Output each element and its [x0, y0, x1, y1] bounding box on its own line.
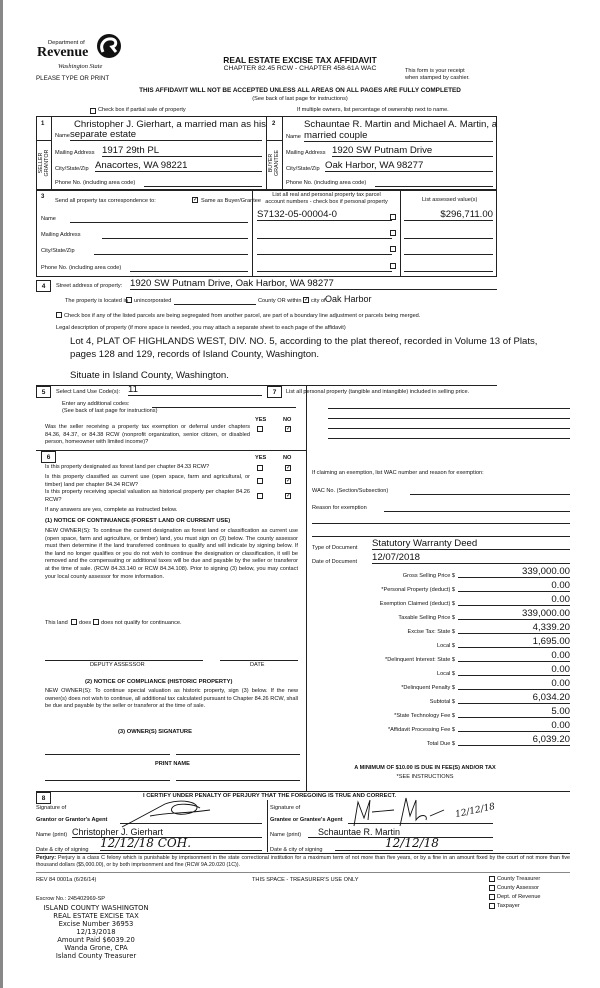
logo-dept: Department of: [48, 40, 85, 46]
amount-value-excise-local[interactable]: 1,695.00: [458, 636, 570, 648]
grantee-name-field[interactable]: Schauntae R. Martin: [308, 827, 493, 838]
deputy-assessor-signature-line[interactable]: [45, 660, 203, 661]
amount-value-interest-state[interactable]: 0.00: [458, 650, 570, 662]
owner-print-name-1[interactable]: [45, 780, 170, 781]
grantor-signature: [120, 798, 215, 828]
assessed-value-3[interactable]: [404, 254, 493, 255]
reason-field-2[interactable]: [312, 523, 570, 524]
see-back-codes: (See back of last page for instructions): [62, 408, 158, 414]
land-use-label: Select Land Use Code(s):: [56, 389, 121, 395]
exemption-note: If claiming an exemption, list WAC number and reason for exemption:: [312, 470, 484, 476]
city-field[interactable]: Oak Harbor: [325, 294, 372, 304]
amount-value-interest-local[interactable]: 0.00: [458, 664, 570, 676]
amount-value-subtotal[interactable]: 6,034.20: [458, 692, 570, 704]
additional-codes-field[interactable]: [152, 407, 296, 408]
doc-type-label: Type of Document: [312, 545, 358, 551]
grantee-signature: [350, 796, 445, 830]
sec3-city-label: City/State/Zip: [41, 248, 75, 254]
seller-city-label: City/State/Zip: [55, 166, 89, 172]
sec6-yes-header: YES: [255, 455, 267, 461]
owner-signature-line-2[interactable]: [176, 754, 300, 755]
reason-label: Reason for exemption: [312, 505, 367, 511]
receipt-note-1: This form is your receipt: [405, 68, 465, 74]
amount-value-excise-state[interactable]: 4,339.20: [458, 622, 570, 634]
perjury-bold: Perjury:: [36, 855, 57, 861]
notice-2-text: NEW OWNER(S): To continue special valuation as historic property, sign (3) below. If the new owner(s) does not wish to continue, all additional tax calculated pursuant to Chapter 84.26 RCW, shall be due and payable by the seller or transferor at the time of sale.: [45, 688, 298, 710]
scan-edge: [0, 0, 3, 988]
this-land-label: This land: [45, 620, 68, 626]
sec3-name-label: Name: [41, 216, 56, 222]
buyer-phone-field[interactable]: [375, 186, 493, 187]
amount-label-excise-state: Excise Tax: State $: [407, 629, 455, 635]
form-chapter: CHAPTER 82.45 RCW - CHAPTER 458-61A WAC: [223, 65, 377, 72]
sec6-question-2: Is this property classified as current use (open space, farm and agricultural, or timber) land per chapter 84.34 RCW?: [45, 474, 250, 488]
additional-codes-label: Enter any additional codes:: [62, 401, 130, 407]
owner-print-name-2[interactable]: [176, 780, 300, 781]
sec6-no-header: NO: [283, 455, 292, 461]
copy-taxpayer-checkbox[interactable]: [489, 903, 495, 909]
buyer-name-label: Name: [286, 134, 301, 140]
amount-label-penalty: *Delinquent Penalty $: [401, 685, 455, 691]
assessed-value-1[interactable]: $296,711.00: [404, 209, 493, 221]
grantee-name-label: Name (print): [270, 832, 302, 838]
sec3-mail-field[interactable]: [102, 238, 248, 239]
personal-property-line-1[interactable]: [328, 408, 570, 409]
section-5-number: 5: [36, 386, 51, 398]
city-checkbox[interactable]: ✓: [304, 297, 310, 303]
perjury-text: Perjury is a class C felony which is punishable by imprisonment in the state correctional institution for a maximum term of not more than five years, or by a fine in an amount fixed by the court of not more than five thousand dollars ($5,000.00), or by both imprisonment and fine (RCW 9A.20.020 (1C)).: [36, 855, 570, 868]
buyer-phone-label: Phone No. (including area code): [286, 180, 367, 186]
section-2-number: 2: [272, 121, 276, 127]
sec5-yes-header: YES: [255, 417, 267, 423]
amount-value-gross[interactable]: 339,000.00: [458, 566, 570, 578]
send-correspondence-label: Send all property tax correspondence to:: [55, 198, 156, 204]
if-yes-note: If any answers are yes, complete as instructed below.: [45, 507, 178, 513]
does-label: does: [79, 620, 92, 626]
grantee-signature-date: 12/12/18: [454, 801, 497, 821]
sec3-name-field[interactable]: [70, 222, 248, 223]
amount-value-total[interactable]: 6,039.20: [458, 734, 570, 746]
wac-field[interactable]: [410, 494, 570, 495]
amount-label-tech-fee: *State Technology Fee $: [394, 713, 455, 719]
grantor-name-label: Name (print): [36, 832, 68, 838]
seller-mail-field[interactable]: 1917 29th PL: [102, 145, 262, 157]
assessed-value-4[interactable]: [404, 271, 493, 272]
grantor-date-label: Date & city of signing: [36, 847, 89, 853]
sec6-q3-no-checkbox[interactable]: ✓: [286, 493, 292, 499]
buyer-city-label: City/State/Zip: [286, 166, 320, 172]
personal-property-checkbox-4[interactable]: [390, 263, 396, 269]
buyer-city-field[interactable]: Oak Harbor, WA 98277: [325, 160, 493, 172]
amount-value-taxable[interactable]: 339,000.00: [458, 608, 570, 620]
buyer-grantee-label: BUYER GRANTEE: [268, 149, 280, 177]
personal-property-line-3[interactable]: [328, 428, 570, 429]
sec6-q1-yes-checkbox[interactable]: [257, 465, 263, 471]
logo-state: Washington State: [58, 63, 103, 70]
parcel-header-2-text: account numbers - check box if personal property: [265, 199, 388, 205]
grantor-agent-label: Grantor or Grantor's Agent: [36, 817, 108, 823]
notice-2-heading: (2) NOTICE OF COMPLIANCE (HISTORIC PROPERTY): [85, 679, 233, 685]
parcel-header-2: [265, 199, 388, 205]
does-not-label: does not qualify for continuance.: [101, 620, 182, 626]
perjury-notice: [36, 855, 570, 869]
receipt-note-2: when stamped by cashier.: [405, 75, 470, 81]
copy-county-treasurer-checkbox[interactable]: [489, 876, 495, 882]
sec6-q1-no-checkbox[interactable]: ✓: [286, 465, 292, 471]
dor-swirl-icon: [95, 32, 123, 60]
owner-signature-line-1[interactable]: [45, 754, 170, 755]
sec3-mail-label: Mailing Address: [41, 232, 81, 238]
notice-1-text: NEW OWNER(S): To continue the current designation as forest land or classification as current use (open space, farm and agriculture, or timber) land, you must sign on (3) below. The county assessor must then determine if the land transferred continues to qualify and will indicate by signing below. If the land no longer qualifies or you do not wish to continue the designation or classification, it will be removed and the compensating or additional taxes will be due and payable by the seller or transferor at the time of sale. (RCW 84.33.140 or RCW 84.34.108). Prior to signing (3) below, you may contact your local county assessor for more information.: [45, 528, 298, 580]
warning: THIS AFFIDAVIT WILL NOT BE ACCEPTED UNLESS ALL AREAS ON ALL PAGES ARE FULLY COMPLETED: [139, 87, 461, 94]
personal-property-line-4[interactable]: [328, 438, 570, 439]
city-of-label: city of: [311, 298, 326, 304]
reason-field-3[interactable]: [312, 536, 570, 537]
legal-description-line3: Situate in Island County, Washington.: [70, 370, 229, 381]
copy-county-treasurer: County Treasurer: [497, 876, 541, 882]
parcel-header-1: [272, 192, 381, 198]
escrow-number: Escrow No.: 245402969-SP: [36, 896, 106, 902]
see-instructions: *SEE INSTRUCTIONS: [396, 774, 454, 780]
notice-1-heading: (1) NOTICE OF CONTINUANCE (FOREST LAND OR CURRENT USE): [45, 518, 231, 524]
land-use-code-field[interactable]: 11: [128, 384, 262, 396]
stamp-line-6: Wanda Grone, CPA: [64, 944, 128, 952]
seller-name-line2[interactable]: separate estate: [70, 129, 262, 141]
street-address-field[interactable]: 1920 SW Putnam Drive, Oak Harbor, WA 98277: [130, 278, 497, 290]
parcel-number-4[interactable]: [257, 271, 392, 272]
amount-label-excise-local: Local $: [436, 643, 455, 649]
buyer-mail-label: Mailing Address: [286, 150, 326, 156]
stamp-line-4: 12/13/2018: [76, 928, 116, 936]
buyer-mail-field[interactable]: 1920 SW Putnam Drive: [332, 145, 493, 157]
treasurer-stamp: [38, 904, 154, 960]
buyer-name-line1: Schauntae R. Martin and Michael A. Martin, a: [304, 119, 498, 130]
county-field[interactable]: [174, 304, 256, 305]
amount-label-personal: *Personal Property (deduct) $: [381, 587, 455, 593]
copy-county-assessor: County Assessor: [497, 885, 539, 891]
treasurer-use-only: THIS SPACE - TREASURER'S USE ONLY: [252, 877, 359, 883]
amount-label-exemption: Exemption Claimed (deduct) $: [379, 601, 455, 607]
doc-date-label: Date of Document: [312, 559, 358, 565]
parcel-number-2[interactable]: [257, 238, 392, 239]
does-qualify-checkbox[interactable]: [71, 619, 77, 625]
multiple-owners-note: If multiple owners, list percentage of ownership next to name.: [297, 107, 449, 113]
seller-grantor-label: SELLER GRANTOR: [38, 149, 50, 177]
section-1-number: 1: [41, 121, 45, 127]
amount-value-tech-fee[interactable]: 5.00: [458, 706, 570, 718]
legal-description-label: Legal description of property (if more space is needed, you may attach a separate sheet to each page of the affidavit): [56, 325, 346, 331]
section-8-number: 8: [36, 792, 51, 804]
located-label: The property is located in: [65, 298, 128, 304]
seller-phone-label: Phone No. (including area code): [55, 180, 136, 186]
section-4-number: 4: [36, 280, 51, 292]
grantee-date-field[interactable]: 12/12/18: [335, 836, 493, 851]
seller-name-label: Name: [55, 133, 70, 139]
seller-phone-field[interactable]: [144, 186, 262, 187]
amount-value-personal[interactable]: 0.00: [458, 580, 570, 592]
same-as-buyer-checkbox[interactable]: ✓: [193, 197, 199, 203]
amount-label-interest-local: Local $: [436, 671, 455, 677]
stamp-line-7: Island County Treasurer: [55, 952, 137, 960]
sec5-no-checkbox[interactable]: ✓: [286, 426, 292, 432]
grantor-name-field[interactable]: Christopher J. Gierhart: [72, 827, 262, 838]
reason-field[interactable]: [384, 511, 570, 512]
street-label: Street address of property:: [56, 283, 123, 289]
certify-statement: I CERTIFY UNDER PENALTY OF PERJURY THAT THE FOREGOING IS TRUE AND CORRECT.: [143, 793, 397, 799]
doc-type-field[interactable]: Statutory Warranty Deed: [372, 538, 570, 550]
parcel-number-1[interactable]: S7132-05-00004-0: [257, 209, 392, 221]
stamp-line-3: Excise Number 36953: [58, 920, 134, 928]
doc-date-field[interactable]: 12/07/2018: [372, 552, 570, 564]
amount-label-subtotal: Subtotal $: [429, 699, 455, 705]
personal-property-checkbox-2[interactable]: [390, 230, 396, 236]
see-back: (See back of last page for instructions): [252, 96, 348, 102]
sec6-question-1: Is this property designated as forest land per chapter 84.33 RCW?: [45, 464, 210, 470]
grantor-sig-of: Signature of: [36, 805, 67, 811]
county-or-label: County OR within: [258, 298, 302, 304]
personal-property-line-2[interactable]: [328, 418, 570, 419]
parcel-header-1-text: List all real and personal property tax parcel: [272, 192, 381, 198]
grantee-date-label: Date & city of signing: [270, 847, 323, 853]
sec3-city-field[interactable]: [94, 254, 248, 255]
sec5-yes-checkbox[interactable]: [257, 426, 263, 432]
partial-sale-label: Check box if partial sale of property: [98, 107, 186, 113]
print-name-label: PRINT NAME: [155, 761, 190, 767]
parcel-number-3[interactable]: [257, 254, 392, 255]
segregated-label: Check box if any of the listed parcels are being segregated from another parcel, are part of a boundary line adjustment or parcels being merged.: [64, 313, 421, 319]
partial-sale-checkbox[interactable]: [90, 108, 96, 114]
please-type: PLEASE TYPE OR PRINT: [36, 75, 110, 82]
section-3-number: 3: [41, 194, 45, 200]
legal-description-line2: pages 128 and 129, records of Island County, Washington.: [70, 349, 320, 360]
copy-county-assessor-checkbox[interactable]: [489, 885, 495, 891]
legal-description-line1: Lot 4, PLAT OF HIGHLANDS WEST, DIV. NO. 5, according to the plat thereof, recorded in Volume 13 of Plats,: [70, 336, 538, 347]
grantee-agent-label: Grantee or Grantee's Agent: [270, 817, 343, 823]
stamp-line-5: Amount Paid $6039.20: [57, 936, 135, 944]
stamp-line-2: REAL ESTATE EXCISE TAX: [53, 912, 139, 920]
copy-dor-checkbox[interactable]: [489, 894, 495, 900]
copy-taxpayer: Taxpayer: [497, 903, 520, 909]
owner-signature-heading: (3) OWNER(S) SIGNATURE: [118, 729, 192, 735]
sec6-q2-yes-checkbox[interactable]: [257, 478, 263, 484]
personal-property-checkbox-3[interactable]: [390, 246, 396, 252]
grantee-sig-of: Signature of: [270, 805, 301, 811]
wac-label: WAC No. (Section/Subsection): [312, 488, 389, 494]
logo-revenue: Revenue: [37, 45, 89, 60]
does-not-qualify-checkbox[interactable]: [93, 619, 99, 625]
sec6-question-3: Is this property receiving special valuation as historical property per chapter 84.26 RCW?: [45, 489, 250, 503]
assessed-header: List assessed value(s): [422, 197, 478, 203]
amount-label-gross: Gross Selling Price $: [402, 573, 455, 579]
sec3-phone-field[interactable]: [130, 271, 248, 272]
form-title: REAL ESTATE EXCISE TAX AFFIDAVIT: [223, 55, 377, 65]
amount-value-exemption[interactable]: 0.00: [458, 594, 570, 606]
amount-value-penalty[interactable]: 0.00: [458, 678, 570, 690]
form-revision: REV 84 0001a (6/26/14): [36, 877, 97, 883]
sec3-phone-label: Phone No. (including area code): [41, 265, 122, 271]
unincorporated-checkbox[interactable]: [126, 297, 132, 303]
unincorporated-label: unincorporated: [134, 298, 172, 304]
amount-label-taxable: Taxable Selling Price $: [398, 615, 455, 621]
personal-property-checkbox-1[interactable]: [390, 214, 396, 220]
amount-label-total: Total Due $: [426, 741, 455, 747]
deputy-date-label: DATE: [250, 662, 265, 668]
seller-city-field[interactable]: Anacortes, WA 98221: [95, 160, 262, 172]
seller-name-line1: Christopher J. Gierhart, a married man as his: [74, 119, 266, 130]
seller-mail-label: Mailing Address: [55, 150, 95, 156]
stamp-line-1: ISLAND COUNTY WASHINGTON: [43, 904, 149, 912]
same-as-buyer-label: Same as Buyer/Grantee: [201, 198, 262, 204]
amount-label-affidavit-fee: *Affidavit Processing Fee $: [387, 727, 455, 733]
section-6-number: 6: [41, 451, 56, 463]
sec6-q2-no-checkbox[interactable]: ✓: [286, 478, 292, 484]
assessed-value-2[interactable]: [404, 238, 493, 239]
section-7-number: 7: [267, 386, 282, 398]
buyer-name-line2[interactable]: married couple: [304, 130, 493, 142]
personal-property-label: List all personal property (tangible and intangible) included in selling price.: [286, 389, 470, 395]
deputy-assessor-label: DEPUTY ASSESSOR: [90, 662, 145, 668]
grantor-date-field[interactable]: 12/12/18 COH.: [100, 836, 262, 851]
segregated-checkbox[interactable]: [56, 312, 62, 318]
minimum-note: A MINIMUM OF $10.00 IS DUE IN FEE(S) AND/OR TAX: [354, 765, 496, 771]
amount-value-affidavit-fee[interactable]: 0.00: [458, 720, 570, 732]
sec5-question: Was the seller receiving a property tax exemption or deferral under chapters 84.36, 84.37, or 84.38 RCW (nonprofit organization, senior citizen, or disabled person, homeowner with limited income)?: [45, 424, 250, 446]
sec5-no-header: NO: [283, 417, 292, 423]
copy-dor: Dept. of Revenue: [497, 894, 541, 900]
amount-label-interest-state: *Delinquent Interest: State $: [385, 657, 455, 663]
sec6-q3-yes-checkbox[interactable]: [257, 493, 263, 499]
